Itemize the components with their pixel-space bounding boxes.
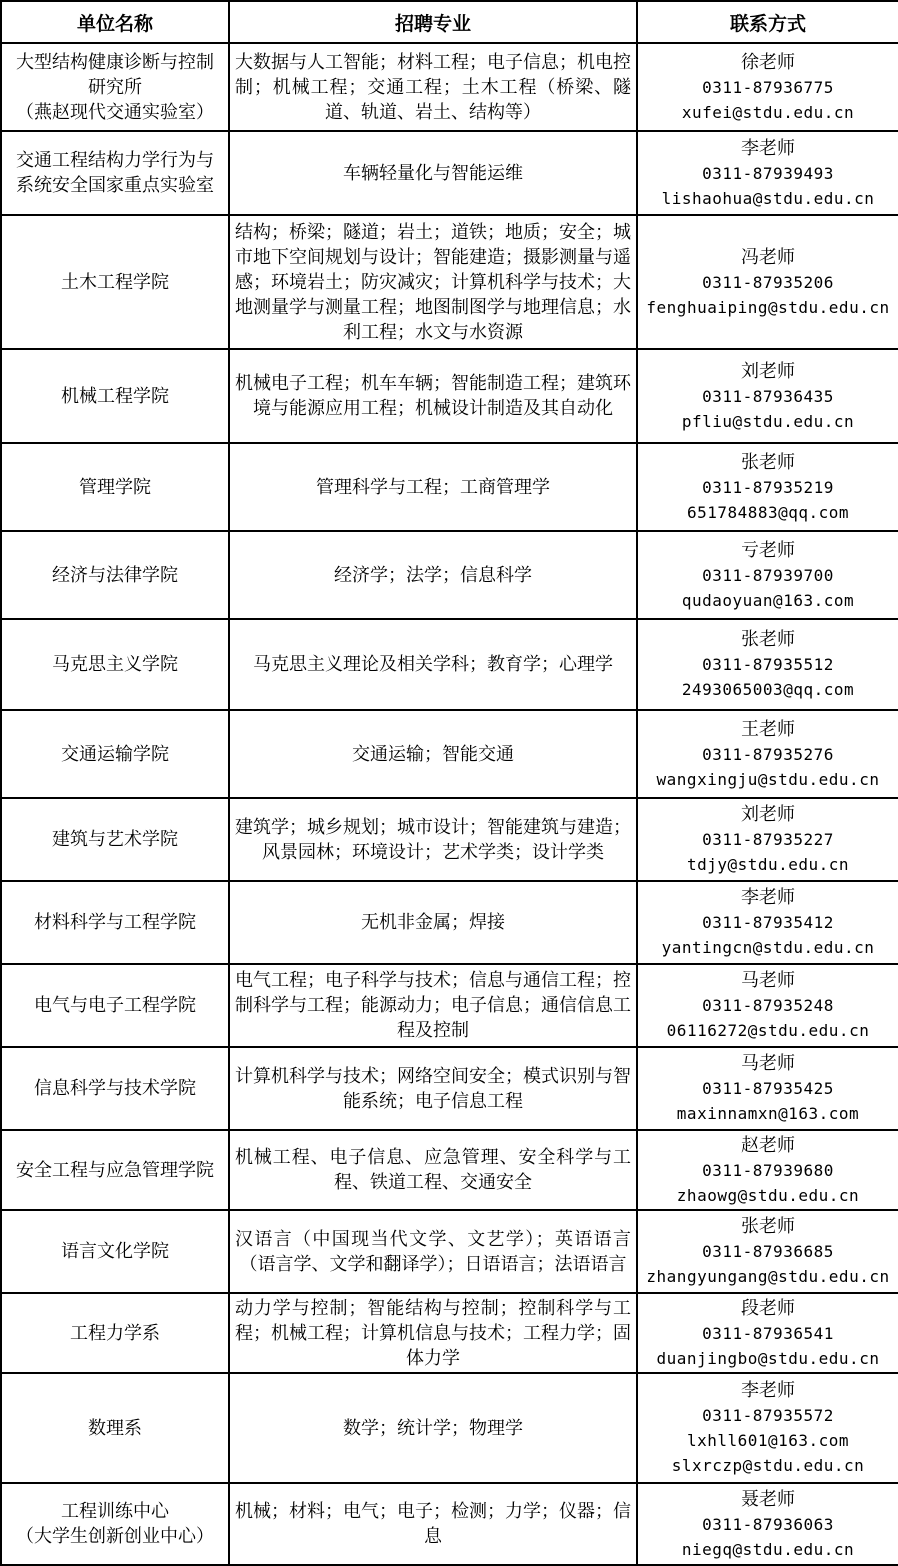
table-row (1, 798, 898, 881)
major-cell: 马克思主义理论及相关学科；教育学；心理学 (229, 619, 637, 710)
major-cell: 交通运输；智能交通 (229, 710, 637, 798)
contact-phone: 0311-87935227 (702, 830, 834, 849)
table-row (1, 1293, 898, 1373)
table-row (1, 349, 898, 443)
unit-cell (1, 131, 229, 215)
table-row (1, 619, 898, 710)
unit-cell (1, 1293, 229, 1373)
contact-email[interactable]: xufei@stdu.edu.cn (681, 102, 855, 122)
contact-name: 段老师 (741, 1297, 795, 1319)
contact-phone: 0311-87936541 (702, 1323, 834, 1343)
major-cell: 动力学与控制；智能结构与控制；控制科学与工程；机械工程；计算机信息与技术；工程力学；固体力学 (229, 1293, 637, 1373)
major-cell: 电气工程；电子科学与技术；信息与通信工程；控制科学与工程；能源动力；电子信息；通信信息工程及控制 (229, 964, 637, 1047)
contact-cell (637, 798, 898, 881)
contact-name: 刘老师 (741, 360, 795, 382)
contact-phone: 0311-87936063 (702, 1514, 834, 1534)
table-row (1, 1047, 898, 1130)
contact-email[interactable]: qudaoyuan@163.com (681, 590, 855, 610)
contact-cell (637, 1130, 898, 1210)
table-row (1, 1130, 898, 1210)
unit-cell (1, 881, 229, 964)
contact-cell (637, 710, 898, 798)
contact-cell (637, 1293, 898, 1373)
unit-cell (1, 1483, 229, 1565)
table-row (1, 131, 898, 215)
contact-cell (637, 349, 898, 443)
unit-cell (1, 1047, 229, 1130)
unit-name-line: 机械工程学院 (61, 385, 169, 407)
unit-name-line: （燕赵现代交通实验室） (16, 101, 214, 123)
table-row (1, 964, 898, 1047)
contact-name: 刘老师 (741, 804, 795, 825)
contact-email[interactable]: 651784883@qq.com (686, 502, 850, 522)
unit-cell (1, 349, 229, 443)
contact-email[interactable]: maxinnamxn@163.com (676, 1104, 860, 1123)
header-contact: 联系方式 (637, 1, 898, 43)
unit-name-line: 研究所 (88, 76, 142, 98)
contact-phone: 0311-87936435 (702, 386, 834, 406)
contact-phone: 0311-87939493 (702, 163, 834, 183)
unit-name-line: （大学生创新创业中心） (16, 1526, 214, 1547)
major-cell: 无机非金属；焊接 (229, 881, 637, 964)
contact-email[interactable]: pfliu@stdu.edu.cn (681, 411, 855, 431)
unit-cell (1, 443, 229, 531)
contact-phone: 0311-87935512 (702, 655, 834, 674)
table-row (1, 1373, 898, 1483)
contact-name: 张老师 (741, 1216, 795, 1237)
contact-email[interactable]: tdjy@stdu.edu.cn (686, 855, 850, 874)
contact-cell (637, 1047, 898, 1130)
contact-phone: 0311-87935412 (702, 913, 834, 932)
contact-cell (637, 443, 898, 531)
contact-name: 李老师 (741, 137, 795, 159)
unit-cell (1, 1130, 229, 1210)
contact-name: 徐老师 (741, 51, 795, 73)
contact-email[interactable]: slxrczp@stdu.edu.cn (671, 1456, 865, 1475)
major-cell: 管理科学与工程；工商管理学 (229, 443, 637, 531)
major-cell: 计算机科学与技术；网络空间安全；模式识别与智能系统；电子信息工程 (229, 1047, 637, 1130)
major-cell: 数学；统计学；物理学 (229, 1373, 637, 1483)
table-row (1, 43, 898, 131)
unit-cell (1, 798, 229, 881)
unit-name-line: 土木工程学院 (61, 271, 169, 293)
contact-cell (637, 964, 898, 1047)
contact-cell (637, 1210, 898, 1293)
contact-name: 王老师 (741, 718, 795, 740)
contact-phone: 0311-87935219 (702, 477, 834, 497)
unit-cell (1, 43, 229, 131)
contact-name: 马老师 (741, 1053, 795, 1074)
contact-cell (637, 43, 898, 131)
contact-email[interactable]: fenghuaiping@stdu.edu.cn (646, 297, 890, 317)
contact-name: 亏老师 (741, 539, 795, 561)
header-major: 招聘专业 (229, 1, 637, 43)
contact-cell (637, 215, 898, 349)
unit-name-line: 材料科学与工程学院 (34, 912, 196, 933)
header-unit: 单位名称 (1, 1, 229, 43)
contact-email[interactable]: wangxingju@stdu.edu.cn (656, 769, 880, 789)
contact-cell (637, 531, 898, 619)
contact-email[interactable]: 06116272@stdu.edu.cn (666, 1021, 870, 1040)
major-cell: 汉语言（中国现当代文学、文艺学）；英语语言（语言学、文学和翻译学）；日语语言；法语语言 (229, 1210, 637, 1293)
unit-cell (1, 1210, 229, 1293)
contact-name: 张老师 (741, 451, 795, 473)
contact-email[interactable]: niegq@stdu.edu.cn (681, 1539, 855, 1559)
contact-email[interactable]: duanjingbo@stdu.edu.cn (656, 1348, 880, 1368)
unit-cell (1, 531, 229, 619)
unit-name-line: 交通运输学院 (61, 743, 169, 765)
unit-name-line: 大型结构健康诊断与控制 (16, 51, 214, 73)
unit-name-line: 工程训练中心 (61, 1501, 169, 1522)
contact-name: 赵老师 (741, 1134, 795, 1156)
contact-cell (637, 1483, 898, 1565)
unit-name-line: 系统安全国家重点实验室 (16, 175, 214, 196)
major-cell: 建筑学；城乡规划；城市设计；智能建筑与建造；风景园林；环境设计；艺术学类；设计学类 (229, 798, 637, 881)
contact-name: 马老师 (741, 970, 795, 991)
major-cell: 机械工程、电子信息、应急管理、安全科学与工程、铁道工程、交通安全 (229, 1130, 637, 1210)
unit-name-line: 交通工程结构力学行为与 (16, 150, 214, 171)
contact-cell (637, 881, 898, 964)
major-cell: 结构；桥梁；隧道；岩土；道铁；地质；安全；城市地下空间规划与设计；智能建造；摄影测量与遥感；环境岩土；防灾减灾；计算机科学与技术；大地测量学与测量工程；地图制图学与地理信息；水利工程；水文与水资源 (229, 215, 637, 349)
contact-email[interactable]: lxhll601@163.com (686, 1431, 850, 1450)
unit-name-line: 语言文化学院 (61, 1241, 169, 1262)
major-cell: 大数据与人工智能；材料工程；电子信息；机电控制；机械工程；交通工程；土木工程（桥梁、隧道、轨道、岩土、结构等） (229, 43, 637, 131)
contact-cell (637, 1373, 898, 1483)
contact-phone: 0311-87936775 (702, 77, 834, 97)
contact-phone: 0311-87935206 (702, 272, 834, 292)
table-row (1, 710, 898, 798)
contact-cell (637, 619, 898, 710)
contact-email[interactable]: yantingcn@stdu.edu.cn (661, 938, 875, 957)
contact-name: 聂老师 (741, 1488, 795, 1510)
table-row (1, 1210, 898, 1293)
contact-phone: 0311-87939680 (702, 1160, 834, 1180)
contact-phone: 0311-87935425 (702, 1079, 834, 1098)
contact-email[interactable]: 2493065003@qq.com (681, 680, 855, 699)
unit-cell (1, 215, 229, 349)
table-row (1, 215, 898, 349)
unit-name-line: 电气与电子工程学院 (34, 995, 196, 1016)
unit-cell (1, 964, 229, 1047)
table-row (1, 881, 898, 964)
unit-name-line: 信息科学与技术学院 (34, 1078, 196, 1099)
major-cell: 经济学；法学；信息科学 (229, 531, 637, 619)
unit-cell (1, 1373, 229, 1483)
unit-name-line: 建筑与艺术学院 (52, 829, 178, 850)
unit-cell (1, 619, 229, 710)
contact-phone: 0311-87936685 (702, 1242, 834, 1261)
unit-name-line: 经济与法律学院 (52, 564, 178, 586)
contact-name: 冯老师 (741, 246, 795, 268)
contact-phone: 0311-87939700 (702, 565, 834, 585)
unit-cell (1, 710, 229, 798)
contact-cell (637, 131, 898, 215)
contact-phone: 0311-87935276 (702, 744, 834, 764)
contact-phone: 0311-87935248 (702, 996, 834, 1015)
contact-phone: 0311-87935572 (702, 1406, 834, 1425)
major-cell: 车辆轻量化与智能运维 (229, 131, 637, 215)
contact-email[interactable]: zhaowg@stdu.edu.cn (676, 1185, 860, 1205)
table-row (1, 443, 898, 531)
contact-email[interactable]: zhangyungang@stdu.edu.cn (646, 1267, 890, 1286)
unit-name-line: 数理系 (88, 1417, 142, 1439)
contact-email[interactable]: lishaohua@stdu.edu.cn (661, 188, 875, 208)
unit-name-line: 马克思主义学院 (52, 654, 178, 675)
contact-name: 李老师 (741, 887, 795, 908)
unit-name-line: 管理学院 (79, 476, 151, 498)
table-row (1, 531, 898, 619)
contact-name: 李老师 (741, 1380, 795, 1401)
contact-name: 张老师 (741, 629, 795, 650)
unit-name-line: 工程力学系 (70, 1322, 160, 1344)
major-cell: 机械；材料；电气；电子；检测；力学；仪器；信息 (229, 1483, 637, 1565)
unit-name-line: 安全工程与应急管理学院 (16, 1159, 214, 1181)
header-row (1, 1, 898, 43)
table-row (1, 1483, 898, 1565)
major-cell: 机械电子工程；机车车辆；智能制造工程；建筑环境与能源应用工程；机械设计制造及其自动化 (229, 349, 637, 443)
